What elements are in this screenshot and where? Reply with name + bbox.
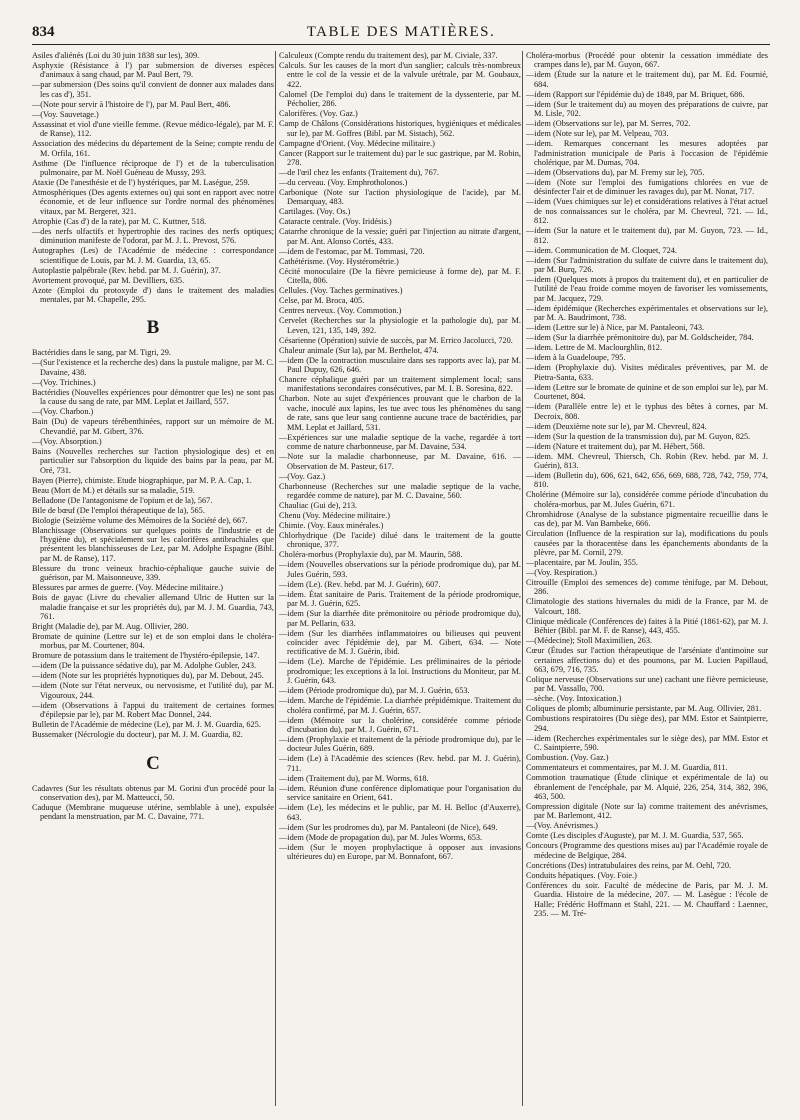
index-entry: —(Voy. Sauvetage.) xyxy=(32,109,99,119)
index-entry: —idem de l'estomac, par M. Tommasi, 720. xyxy=(279,246,425,256)
index-entry: —idem (Mode de propagation du), par M. Jules Worms, 653. xyxy=(279,832,483,842)
index-entry: Centres nerveux. (Voy. Commotion.) xyxy=(279,306,402,316)
index-entry: Chenu (Voy. Médecine militaire.) xyxy=(279,510,391,520)
index-entry: Ataxie (De l'anesthésie et de l') hystériques, par M. Laségue, 259. xyxy=(32,178,250,188)
index-entry: Cancer (Rapport sur le traitement du) par le suc gastrique, par M. Robin, 278. xyxy=(279,148,521,168)
index-entry: Autoplastie palpébrale (Rev. hebd. par M. J. Guérin), 37. xyxy=(32,265,221,275)
index-entry: —idem. Remarques concernant les mesures adoptées par l'administration municipale de Paris à l'occasion de l'épidémie cholérique, par M. Dumas, 704. xyxy=(526,139,768,168)
index-entry: Bactéridies (Nouvelles expériences pour démontrer que les) ne sont pas la cause du sang de rate, par MM. Leplat et Jaillard, 557. xyxy=(32,387,274,407)
index-entry: —idem (Observations du), par M. Fremy sur le), 705. xyxy=(526,168,705,178)
index-entry: —idem (Lettre sur le) à Nice, par M. Pantaleoni, 743. xyxy=(526,323,705,333)
index-entry: —idem (Recherches expérimentales sur le siège des), par MM. Estor et C. Saintpierre, 590. xyxy=(526,733,768,753)
index-entry: —idem (Mémoire sur la cholérine, considérée comme période d'incubation du), par M. J. Guérin, 671. xyxy=(279,715,521,734)
index-entry: Citrouille (Emploi des semences de) comme ténifuge, par M. Debout, 286. xyxy=(526,577,768,597)
index-entry: —idem (De la contraction musculaire dans ses rapports avec la), par M. Paul Dupuy, 626, 646. xyxy=(279,355,521,375)
index-entry: —idem. Lettre de M. Maclourghlin, 812. xyxy=(526,343,663,353)
index-entry: Bulletin de l'Académie de médecine (Le), par M. J. M. Guardia, 625. xyxy=(32,720,261,730)
index-entry: —Expériences sur une maladie septique de la vache, regardée à tort comme de nature charbonneuse, par M. Davaine, 534. xyxy=(279,432,521,452)
index-entry: Asphyxie (Résistance à l') par submersion de diverses espèces d'animaux à sang chaud, par M. Paul Bert, 79. xyxy=(32,61,274,80)
index-entry: —placentaire, par M. Joulin, 355. xyxy=(526,557,638,567)
index-entry: —idem (Sur la nature et le traitement du), par M. Guyon, 723. — Id., 812. xyxy=(526,226,768,245)
index-entry: —idem. Réunion d'une conférence diplomatique pour l'organisation du service sanitaire en Orient, 641. xyxy=(279,783,521,803)
index-entry: Chimie. (Voy. Eaux minérales.) xyxy=(279,520,384,530)
index-entry: Chaleur animale (Sur la), par M. Berthelot, 474. xyxy=(279,345,439,355)
index-entry: Belladone (De l'antagonisme de l'opium et de la), 567. xyxy=(32,495,213,505)
index-entry: Circulation (Influence de la respiration sur la), modifications du pouls causées par la thoracentèse dans les épanchements abondants de la plèvre, par M. Cornil, 279. xyxy=(526,529,768,557)
page-number: 834 xyxy=(32,24,55,40)
index-entry: —idem (Vues chimiques sur le) et considérations relatives à l'état actuel de nos connaissances sur le choléra, par M. Chevreul, 721. — Id., 812. xyxy=(526,197,768,226)
index-entry: Colique nerveuse (Observations sur une) cachant une fièvre pernicieuse, par M. Vassallo, 700. xyxy=(526,674,768,694)
index-entry: —idem. MM. Chevreul, Thiersch, Ch. Robin (Rev. hebd. par M. J. Guérin), 813. xyxy=(526,451,768,470)
index-entry: Caduque (Membrane muqueuse utérine, semblable à une), expulsée pendant la menstruation, par M. C. Davaine, 771. xyxy=(32,802,274,822)
index-entry: Cellules. (Voy. Taches germinatives.) xyxy=(279,286,403,296)
index-entry: —idem à la Guadeloupe, 795. xyxy=(526,353,626,363)
index-entry: —idem (De la puissance sédative du), par M. Adolphe Gubler, 243. xyxy=(32,661,257,671)
index-entry: Coliques de plomb; albuminurie persistante, par M. Aug. Ollivier, 281. xyxy=(526,704,762,714)
index-entry: Avortement provoqué, par M. Devilliers, 635. xyxy=(32,275,185,285)
index-column-1 xyxy=(32,51,274,1113)
index-entry: —idem (Note sur l'emploi des fumigations chlorées en vue de désinfecter l'air et de diminuer les ravages du), par M. Nonat, 717. xyxy=(526,178,768,197)
index-entry: Charbon. Note au sujet d'expériences prouvant que le charbon de la vache, inoculé aux lapins, les tue avec tous les phénomènes du sang de rate, sans que leur sang contienne aucune trace de bactéridies, par MM. Leplat et Jaillard, 531. xyxy=(279,394,521,432)
index-entry: —idem (Le) à l'Académie des sciences (Rev. hebd. par M. J. Guérin), 711. xyxy=(279,754,521,773)
index-entry: Cécité monoculaire (De la fièvre pernicieuse à forme de), par M. F. Citella, 806. xyxy=(279,266,521,286)
index-entry: Cadavres (Sur les résultats obtenus par M. Gorini d'un procédé pour la conservation des), par M. Matteucci, 50. xyxy=(32,783,274,802)
index-entry: —(Sur l'existence et la recherche des) dans la pustule maligne, par M. C. Davaine, 438. xyxy=(32,358,274,377)
index-entry: Bromure de potassium dans le traitement de l'hystéro-épilepsie, 147. xyxy=(32,651,260,661)
index-entry: —idem (Prophylaxie et traitement de la période prodromique du), par le docteur Jules Guérin, 689. xyxy=(279,734,521,754)
index-entry: Calorifères. (Voy. Gaz.) xyxy=(279,109,358,119)
index-entry: Calomel (De l'emploi du) dans le traitement de la dyssenterie, par M. Pécholier, 286. xyxy=(279,89,521,109)
index-entry: Comte (Les disciples d'Auguste), par M. J. M. Guardia, 537, 565. xyxy=(526,831,744,841)
index-entry: Chauliac (Gui de), 213. xyxy=(279,500,358,510)
index-entry: Blanchissage (Observations sur quelques points de l'industrie et de l'hygiène du), et spécialement sur les calorifères antibrachiales que présentent les blanchisseuses de Lez, par M. Adolphe Espagne (Bibl. par M. de Ranse), 117. xyxy=(32,525,274,563)
column-rule xyxy=(275,51,276,1106)
index-column-2 xyxy=(279,51,521,1113)
index-entry: Cœur (Études sur l'action thérapeutique de l'arséniate d'antimoine sur certaines affections du) et des poumons, par M. Lucien Papillaud, 663, 679, 716, 735. xyxy=(526,646,768,674)
index-entry: Azote (Emploi du protoxyde d') dans le traitement des maladies mentales, par M. Chapelle, 295. xyxy=(32,285,274,305)
index-entry: Association des médecins du département de la Seine; compte rendu de M. Orfila, 161. xyxy=(32,139,274,158)
index-entry: —idem (Traitement du), par M. Worms, 618. xyxy=(279,773,429,783)
index-entry: —idem (Parallèle entre le) et le typhus des bêtes à cornes, par M. Decroix, 808. xyxy=(526,402,768,421)
index-entry: Concours (Programme des questions mises au) par l'Académie royale de médecine de Belgique, 284. xyxy=(526,841,768,860)
index-entry: —(Médecine); Stoll Maximilien, 263. xyxy=(526,636,653,646)
index-entry: Combustions respiratoires (Du siège des), par MM. Estor et Saintpierre, 294. xyxy=(526,714,768,733)
index-entry: —idem épidémique (Recherches expérimentales et observations sur le), par M. A. Baudrimont, 738. xyxy=(526,303,768,323)
index-entry: —(Voy. Respiration.) xyxy=(526,567,597,577)
index-entry: Cartilages. (Voy. Os.) xyxy=(279,207,351,217)
index-entry: Choléra-morbus (Prophylaxie du), par M. Maurin, 588. xyxy=(279,550,463,560)
index-entry: Cataracte centrale. (Voy. Iridésis.) xyxy=(279,217,392,227)
index-entry: Conférences du soir. Faculté de médecine de Paris, par M. J. M. Guardia. Histoire de la médecine, 207. — M. Lasègue : l'école de Halle; Frédéric Hoffmann et Stahl, 221. — M. Chauffard : Laennec, 235. — M. Tré- xyxy=(526,880,768,919)
index-entry: Carbonique (Note sur l'action physiologique de l'acide), par M. Demarquay, 483. xyxy=(279,188,521,207)
index-entry: —idem (Nouvelles observations sur la période prodromique du), par M. Jules Guérin, 593. xyxy=(279,560,521,579)
index-entry: Chlorhydrique (De l'acide) dilué dans le traitement de la goutte chronique, 377. xyxy=(279,530,521,550)
index-entry: Autographes (Les) de l'Académie de médecine : correspondance scientifique de Louis, par M. J. M. Guardia, 13, 65. xyxy=(32,246,274,265)
index-entry: Cervelet (Recherches sur la physiologie et la pathologie du), par M. Leven, 121, 135, 149, 392. xyxy=(279,316,521,335)
index-entry: —de l'œil chez les enfants (Traitement du), 767. xyxy=(279,168,439,178)
index-entry: Choléra-morbus (Procédé pour obtenir la cessation immédiate des crampes dans le), par M. Guyon, 667. xyxy=(526,51,768,70)
index-entry: —(Voy. Gaz.) xyxy=(279,471,326,481)
index-entry: —idem (Bulletin du), 606, 621, 642, 656, 669, 688, 728, 742, 759, 774, 810. xyxy=(526,470,768,490)
index-entry: —idem (Sur la diarrhée dite prémonitoire ou période prodromique du), par M. Pellarin, 633. xyxy=(279,609,521,628)
index-entry: Bains (Nouvelles recherches sur l'action physiologique des) et en particulier sur l'absorption du liquide des bains par la peau, par M. Oré, 731. xyxy=(32,446,274,475)
index-entry: —par submersion (Des soins qu'il convient de donner aux malades dans les cas d'), 351. xyxy=(32,80,274,99)
index-entry: —idem (Le), les médecins et le public, par M. H. Belloc (d'Auxerre), 643. xyxy=(279,803,521,822)
column-rule xyxy=(522,51,523,1106)
index-entry: Celse, par M. Broca, 405. xyxy=(279,296,365,306)
index-entry: —Note sur la maladie charbonneuse, par M. Davaine, 616. — Observation de M. Pasteur, 617. xyxy=(279,452,521,471)
index-entry: Bussemaker (Nécrologie du docteur), par M. J. M. Guardia, 82. xyxy=(32,730,243,740)
index-entry: Bayen (Pierre), chimiste. Etude biographique, par M. P. A. Cap, 1. xyxy=(32,475,252,485)
index-entry: Asiles d'aliénés (Loi du 30 juin 1838 sur les), 309. xyxy=(32,51,200,60)
index-entry: —idem. Marche de l'épidémie. La diarrhée prépidémique. Traitement du choléra confirmé, par M. J. Guérin, 657. xyxy=(279,696,521,715)
index-entry: —idem (Sur la diarrhée prémonitoire du), par M. Goldscheider, 784. xyxy=(526,333,754,343)
index-entry: —idem (Sur les prodromes du), par M. Pantaleoni (de Nice), 649. xyxy=(279,822,498,832)
index-entry: Campagne d'Orient. (Voy. Médecine militaire.) xyxy=(279,138,435,148)
index-entry: —(Voy. Absorption.) xyxy=(32,436,102,446)
page-header xyxy=(32,22,770,45)
index-entry: —idem (Lettre sur le bromate de quinine et de son emploi sur le), par M. Courtenet, 804. xyxy=(526,382,768,402)
index-column-3 xyxy=(526,51,768,1113)
index-entry: Bright (Maladie de), par M. Aug. Ollivier, 280. xyxy=(32,621,189,631)
index-entry: Compression digitale (Note sur la) comme traitement des anévrismes, par M. Barlemont, 412. xyxy=(526,802,768,821)
index-entry: —idem (Le). Marche de l'épidémie. Les préliminaires de la période prodromique; les exceptions à la loi. Instructions du Moniteur, par M. J. Guérin, 643. xyxy=(279,657,521,686)
index-entry: Camp de Châlons (Considérations historiques, hygiéniques et médicales sur le), par M. Goffres (Bibl. par M. Sistach), 562. xyxy=(279,119,521,138)
index-entry: Atrophie (Cas d') de la rate), par M. C. Kuttner, 518. xyxy=(32,216,207,226)
index-entry: —idem (Sur le traitement du) au moyen des préparations de cuivre, par M. Lisle, 702. xyxy=(526,99,768,119)
index-entry: —idem (Note sur l'état nerveux, ou nervosisme, et l'utilité du), par M. Vigouroux, 244. xyxy=(32,681,274,700)
index-entry: —idem (Le). (Rev. hebd. par M. J. Guérin), 607. xyxy=(279,579,441,589)
index-entry: —(Voy. Anévrismes.) xyxy=(526,821,598,831)
index-entry: —idem (Sur la question de la transmission du), par M. Guyon, 825. xyxy=(526,431,751,441)
index-entry: Conduits hépatiques. (Voy. Foie.) xyxy=(526,870,637,880)
index-entry: —idem. Communication de M. Cloquet, 724. xyxy=(526,245,677,255)
index-entry: Atmosphériques (Des agents externes ou) qui sont en rapport avec notre économie, et de leur influence sur l'ordre normal des phénomènes vitaux, par M. Bergeret, 321. xyxy=(32,188,274,216)
index-entry: Calculs. Sur les causes de la mort d'un sanglier; calculs très-nombreux entre le col de la vessie et de la valvule urétrale, par M. Goubaux, 422. xyxy=(279,61,521,89)
index-entry: Cholérine (Mémoire sur la), considérée comme période d'incubation du choléra-morbus, par M. Jules Guérin, 671. xyxy=(526,490,768,509)
index-entry: Climatologie des stations hivernales du midi de la France, par M. de Valcourt, 188. xyxy=(526,597,768,616)
index-entry: —idem (Sur les diarrhées inflammatoires ou bilieuses qui peuvent coïncider avec l'épidémie de), par M. Gibert, 634. — Note rectificative de M. J. Guérin, ibid. xyxy=(279,628,521,657)
index-entry: Bactéridies dans le sang, par M. Tigri, 29. xyxy=(32,348,171,358)
index-entry: —idem (Note sur les propriétés hypnotiques du), par M. Debout, 245. xyxy=(32,671,264,681)
index-entry: —idem (Observations sur le), par M. Serres, 702. xyxy=(526,119,691,129)
section-letter: C xyxy=(146,752,160,774)
index-entry: —(Voy. Charbon.) xyxy=(32,407,94,417)
index-entry: Blessures par armes de guerre. (Voy. Médecine militaire.) xyxy=(32,583,223,593)
index-entry: Asthme (De l'influence réciproque de l') et de la tuberculisation pulmonaire, par M. Noël Guéneau de Mussy, 293. xyxy=(32,158,274,178)
index-entry: —idem (Rapport sur l'épidémie du) de 1849, par M. Briquet, 686. xyxy=(526,89,745,99)
index-entry: —idem (Étude sur la nature et le traitement du), par M. Ed. Fournié, 684. xyxy=(526,70,768,89)
index-entry: Catarrhe chronique de la vessie; guéri par l'injection au nitrate d'argent, par M. Ant. Alonso Cortés, 433. xyxy=(279,227,521,246)
page-title: TABLE DES MATIÈRES. xyxy=(306,24,496,40)
index-entry: Beau (Mort de M.) et détails sur sa maladie, 519. xyxy=(32,485,195,495)
index-entry: —idem. État sanitaire de Paris. Traitement de la période prodromique, par M. J. Guérin, 625. xyxy=(279,589,521,609)
index-entry: Commentateurs et commentaires, par M. J. M. Guardia, 811. xyxy=(526,763,728,773)
index-entry: —idem (Deuxième note sur le), par M. Chevreul, 824. xyxy=(526,421,707,431)
index-entry: Blessure du tronc veineux brachio-céphalique gauche suivie de guérison, par M. Maisonneuve, 339. xyxy=(32,563,274,583)
index-entry: —idem (Sur l'administration du sulfate de cuivre dans le traitement du), par M. Burq, 726. xyxy=(526,255,768,275)
index-entry: Charbonneuse (Recherches sur une maladie septique de la vache, regardée comme de nature), par M. C. Davaine, 560. xyxy=(279,481,521,500)
index-entry: Concrétions (Des) intratubulaires des reins, par M. Oehl, 720. xyxy=(526,860,732,870)
index-entry: —idem (Période prodromique du), par M. J. Guérin, 653. xyxy=(279,686,470,696)
index-entry: —idem (Note sur le), par M. Velpeau, 703. xyxy=(526,129,669,139)
index-entry: —idem (Nature et traitement du), par M. Hébert, 568. xyxy=(526,441,705,451)
index-entry: Bain (Du) de vapeurs térébenthinées, rapport sur un mémoire de M. Chevandié, par M. Gibert, 376. xyxy=(32,417,274,436)
index-entry: Césarienne (Opération) suivie de succès, par M. Errico Jacolucci, 720. xyxy=(279,335,513,345)
index-entry: Clinique médicale (Conférences de) faites à la Pitié (1861-62), par M. J. Béhier (Bibl. par M. F. de Ranse), 443, 455. xyxy=(526,616,768,636)
index-entry: —idem (Sur le moyen prophylactique à opposer aux invasions ultérieures du) en Europe, par M. Bonnafont, 667. xyxy=(279,842,521,861)
index-entry: Commotion traumatique (Étude clinique et expérimentale de la) ou ébranlement de l'encéphale, par M. Alquié, 226, 254, 314, 382, 396, 463, 500. xyxy=(526,773,768,801)
index-entry: —idem (Prophylaxie du). Visites médicales préventives, par M. de Pietra-Santa, 633. xyxy=(526,363,768,382)
index-entry: —idem (Observations à l'appui du traitement de certaines formes d'épilepsie par le), par M. Robert Mac Donnel, 244. xyxy=(32,700,274,720)
index-entry: Assassinat et viol d'une vieille femme. (Revue médico-légale), par M. F. de Ranse), 112. xyxy=(32,119,274,139)
index-entry: —du cerveau. (Voy. Emphrotholonos.) xyxy=(279,178,408,188)
index-entry: Bois de gayac (Livre du chevalier allemand Ulric de Hutten sur la maladie française et sur les propriétés du), par M. J. M. Guardia, 743, 761. xyxy=(32,593,274,621)
index-entry: Bile de bœuf (De l'emploi thérapeutique de la), 565. xyxy=(32,505,205,515)
index-entry: Chancre céphalique guéri par un traitement simplement local; sans manifestations secondaires consécutives, par M. I. B. Soresina, 822. xyxy=(279,375,521,394)
index-entry: Chromhidrose (Analyse de la substance pigmentaire recueillie dans le cas de), par M. Van Bambeke, 666. xyxy=(526,509,768,529)
index-entry: —(Voy. Trichines.) xyxy=(32,377,96,387)
index-entry: Calculeux (Compte rendu du traitement des), par M. Civiale, 337. xyxy=(279,51,498,60)
index-entry: —(Note pour servir à l'histoire de l'), par M. Paul Bert, 486. xyxy=(32,99,231,109)
index-entry: —sèche. (Voy. Intoxication.) xyxy=(526,694,622,704)
index-entry: —idem (Quelques mots à propos du traitement du), et en particulier de l'utilité de l'eau froide comme moyen de favoriser les vomissements, par M. Jacquez, 729. xyxy=(526,275,768,303)
index-entry: Biologie (Seizième volume des Mémoires de la Société de), 667. xyxy=(32,515,248,525)
section-letter: B xyxy=(146,317,160,339)
index-entry: Combustion. (Voy. Gaz.) xyxy=(526,753,609,763)
index-entry: —des nerfs olfactifs et hypertrophie des racines des nerfs optiques; diminution manifeste de l'odorat, par M. J. L. Prevost, 576. xyxy=(32,226,274,246)
index-entry: Bromate de quinine (Lettre sur le) et de son emploi dans le choléra-morbus, par M. Courtener, 804. xyxy=(32,631,274,651)
index-entry: Cathétérisme. (Voy. Hystérométrie.) xyxy=(279,256,399,266)
